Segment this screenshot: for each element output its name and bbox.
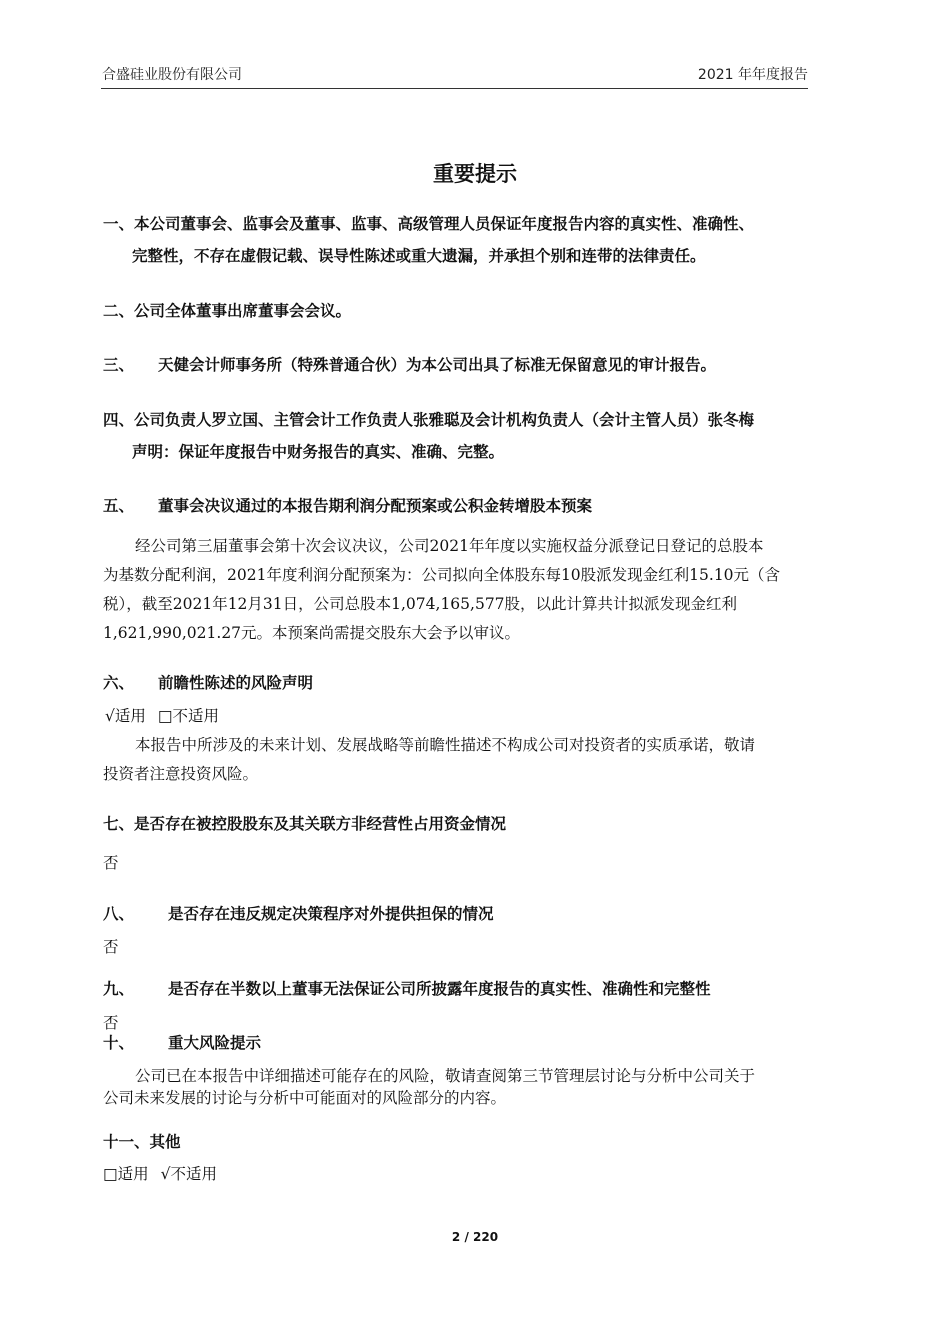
section-11-heading (103, 1130, 181, 1152)
header-company: 合盛硅业股份有限公司 (102, 67, 242, 83)
section-2-text: 公司全体董事出席董事会会议。 (134, 302, 352, 320)
section-3-text: 天健会计师事务所（特殊普通合伙）为本公司出具了标准无保留意见的审计报告。 (158, 356, 717, 374)
section-4-line-1 (103, 408, 754, 430)
section-4-number: 四、 (103, 411, 135, 429)
section-7-answer: 否 (103, 854, 119, 872)
section-11-number: 十一、 (103, 1133, 150, 1151)
section-11-heading-text: 其他 (149, 1133, 181, 1151)
section-6-not-applicable: □不适用 (157, 707, 220, 725)
section-5-para-line-2: 为基数分配利润，2021年度利润分配预案为：公司拟向全体股东每10股派发现金红利15.10元（含 (103, 566, 781, 584)
section-10-para-line-2: 公司未来发展的讨论与分析中可能面对的风险部分的内容。 (103, 1089, 507, 1107)
section-6-applicable-checked: √适用 (105, 707, 146, 725)
section-10-number: 十、 (103, 1034, 135, 1052)
section-9-number: 九、 (103, 980, 135, 998)
section-6-para-line-1: 本报告中所涉及的未来计划、发展战略等前瞻性描述不构成公司对投资者的实质承诺，敬请 (135, 736, 756, 754)
section-6-heading-text: 前瞻性陈述的风险声明 (158, 674, 314, 692)
section-1-text-2: 完整性，不存在虚假记载、误导性陈述或重大遗漏，并承担个别和连带的法律责任。 (132, 247, 706, 265)
section-1-number: 一、 (103, 215, 135, 233)
section-9-heading-text: 是否存在半数以上董事无法保证公司所披露年度报告的真实性、准确性和完整性 (168, 980, 711, 998)
section-9-answer: 否 (103, 1014, 119, 1032)
section-2-number: 二、 (103, 302, 135, 320)
section-2 (103, 299, 351, 321)
section-10-heading-text: 重大风险提示 (168, 1034, 262, 1052)
section-5-number: 五、 (103, 497, 135, 515)
section-6-para-line-2: 投资者注意投资风险。 (103, 765, 259, 783)
section-8-answer: 否 (103, 938, 119, 956)
section-5-para-line-3: 税），截至2021年12月31日，公司总股本1,074,165,577股，以此计算共计拟派发现金红利 (103, 595, 738, 613)
section-3 (103, 353, 716, 375)
section-10-heading (103, 1031, 261, 1053)
section-4-text-1: 公司负责人罗立国、主管会计工作负责人张雅聪及会计机构负责人（会计主管人员）张冬梅 (134, 411, 755, 429)
section-1-text-1: 本公司董事会、监事会及董事、监事、高级管理人员保证年度报告内容的真实性、准确性、 (134, 215, 755, 233)
page-title: 重要提示 (433, 162, 517, 186)
header-report-title: 2021 年年度报告 (697, 67, 808, 83)
section-7-heading-text: 是否存在被控股股东及其关联方非经营性占用资金情况 (134, 815, 507, 833)
section-6-options (105, 704, 219, 726)
section-8-heading-text: 是否存在违反规定决策程序对外提供担保的情况 (168, 905, 494, 923)
section-11-options (103, 1162, 217, 1184)
section-7-number: 七、 (103, 815, 135, 833)
section-1-line-1 (103, 212, 754, 234)
section-5-heading-text: 董事会决议通过的本报告期利润分配预案或公积金转增股本预案 (158, 497, 593, 515)
header-divider (101, 88, 808, 89)
section-10-para-line-1: 公司已在本报告中详细描述可能存在的风险，敬请查阅第三节管理层讨论与分析中公司关于 (135, 1067, 756, 1085)
section-11-not-applicable-checked: √不适用 (160, 1165, 218, 1183)
section-9-heading (103, 977, 711, 999)
section-8-heading (103, 902, 494, 924)
section-11-applicable: □适用 (103, 1165, 149, 1183)
section-7-heading (103, 812, 506, 834)
page-number: 2 / 220 (451, 1230, 499, 1244)
section-5-para-line-4: 1,621,990,021.27元。本预案尚需提交股东大会予以审议。 (103, 624, 521, 642)
section-6-heading (103, 671, 313, 693)
section-3-number: 三、 (103, 356, 135, 374)
section-6-number: 六、 (103, 674, 135, 692)
section-4-text-2: 声明：保证年度报告中财务报告的真实、准确、完整。 (132, 443, 505, 461)
section-8-number: 八、 (103, 905, 135, 923)
section-5-heading (103, 494, 592, 516)
section-5-para-line-1: 经公司第三届董事会第十次会议决议，公司2021年年度以实施权益分派登记日登记的总股本 (135, 537, 764, 555)
